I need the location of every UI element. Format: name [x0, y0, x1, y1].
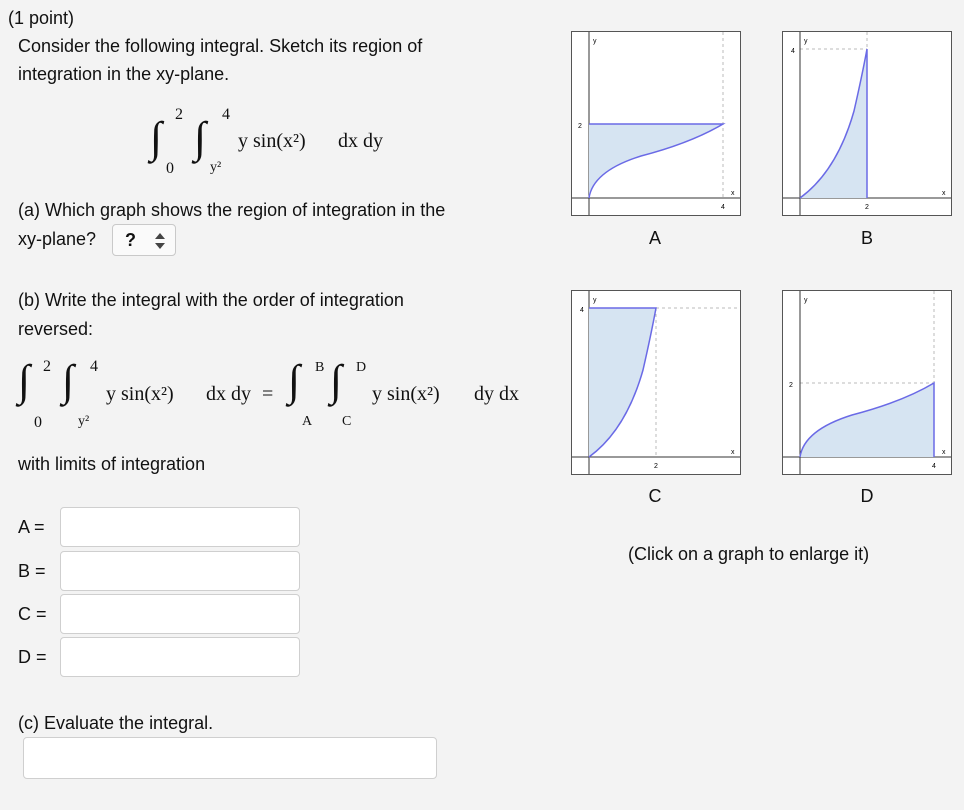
part-c-text: (c) Evaluate the integral.	[18, 713, 214, 733]
graph-b-caption: B	[860, 228, 873, 248]
graph-c-x-tick: 2	[654, 463, 658, 470]
input-b-field[interactable]	[60, 551, 300, 591]
graph-a-axis-x: x	[731, 190, 735, 197]
outer-lower-limit: 0	[166, 160, 174, 177]
input-c-field[interactable]	[60, 594, 300, 634]
graph-d[interactable]	[782, 290, 952, 475]
graph-a-y-tick: 2	[578, 123, 582, 130]
rhs-differentials: dy dx	[474, 383, 519, 405]
rhs-inner-upper: D	[356, 360, 367, 375]
inner-upper-limit: 4	[222, 106, 230, 123]
graph-c-caption: C	[648, 486, 662, 506]
graph-a-caption: A	[648, 228, 661, 248]
graph-d-axis-y: y	[804, 297, 808, 304]
points-label: (1 point)	[8, 8, 75, 28]
graph-d-x-tick: 4	[932, 463, 936, 470]
input-label-a: A =	[18, 517, 45, 537]
intro-line-1: Consider the following integral. Sketch its region of	[18, 36, 423, 56]
input-d-field[interactable]	[60, 637, 300, 677]
evaluate-answer-field[interactable]	[23, 737, 437, 779]
differentials: dx dy	[338, 130, 383, 152]
select-value: ?	[125, 230, 136, 250]
graph-c-y-tick: 4	[580, 307, 584, 314]
input-label-d: D =	[18, 647, 47, 667]
rhs-inner-lower: C	[342, 414, 352, 429]
graph-d-caption: D	[860, 486, 874, 506]
inner-lower-limit: y²	[210, 160, 222, 175]
graph-b-axis-y: y	[804, 38, 808, 45]
graph-a[interactable]	[571, 31, 741, 216]
outer-upper-limit: 2	[175, 106, 183, 123]
graph-c[interactable]	[571, 290, 741, 475]
rhs-outer-lower: A	[302, 414, 313, 429]
graph-a-x-tick: 4	[721, 204, 725, 211]
graph-d-y-tick: 2	[789, 382, 793, 389]
graph-b[interactable]	[782, 31, 952, 216]
graph-a-axis-y: y	[593, 38, 597, 45]
input-label-c: C =	[18, 604, 47, 624]
input-label-b: B =	[18, 561, 46, 581]
graph-d-axis-x: x	[942, 449, 946, 456]
graph-b-x-tick: 2	[865, 204, 869, 211]
limits-text: with limits of integration	[18, 454, 206, 474]
part-a-line-2: xy-plane?	[18, 229, 97, 249]
intro-line-2: integration in the xy-plane.	[18, 64, 230, 84]
graph-c-axis-x: x	[731, 449, 735, 456]
graph-c-axis-y: y	[593, 297, 597, 304]
part-a-line-1: (a) Which graph shows the region of integration in the	[18, 200, 446, 220]
rhs-outer-upper: B	[315, 360, 325, 375]
integrand: y sin(x²)	[238, 130, 306, 152]
graph-select-dropdown[interactable]	[112, 224, 176, 256]
updown-arrow-icon	[154, 232, 166, 250]
enlarge-hint: (Click on a graph to enlarge it)	[628, 544, 870, 564]
graph-b-axis-x: x	[942, 190, 946, 197]
part-b-line-1: (b) Write the integral with the order of integration	[18, 290, 404, 310]
input-a-field[interactable]	[60, 507, 300, 547]
graph-b-y-tick: 4	[791, 48, 795, 55]
part-b-line-2: reversed:	[18, 319, 94, 339]
